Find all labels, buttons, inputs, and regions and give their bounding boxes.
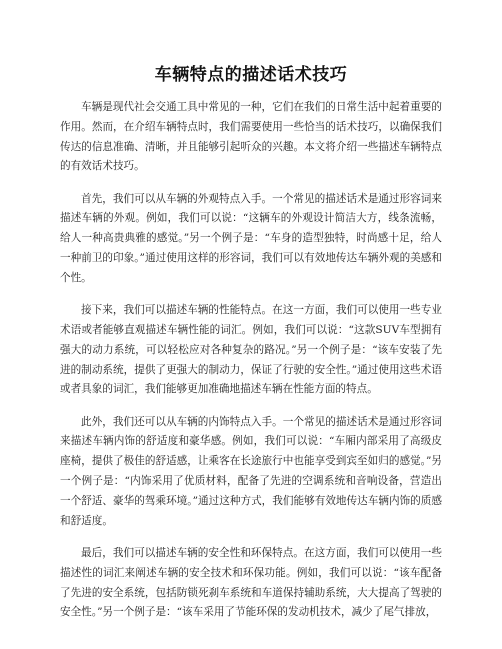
paragraph-interior: 此外，我们还可以从车辆的内饰特点入手。一个常见的描述话术是通过形容词来描述车辆内饰的舒适度和豪华感。例如，我们可以说：“车厢内部采用了高级皮座椅，提供了极佳的舒适感，让乘客在长途旅行中也能享受到宾至如归的感觉。”另一个例子是：“内饰采用了优质材料，配备了先进的空调系统和音响设备，营造出一个舒适、豪华的驾乘环境。”通过这种方式，我们能够有效地传达车辆内饰的质感和舒适度。: [60, 415, 442, 527]
paragraph-performance: 接下来，我们可以描述车辆的性能特点。在这一方面，我们可以使用一些专业术语或者能够直观描述车辆性能的词汇。例如，我们可以说：“这款SUV车型拥有强大的动力系统，可以轻松应对各种复杂的路况。”另一个例子是：“该车安装了先进的制动系统，提供了更强大的制动力，保证了行驶的安全性。”通过使用这些术语或者具象的词汇，我们能够更加准确地描述车辆在性能方面的特点。: [60, 304, 442, 396]
paragraph-safety: 最后，我们可以描述车辆的安全性和环保特点。在这方面，我们可以使用一些描述性的词汇来阐述车辆的安全技术和环保功能。例如，我们可以说：“该车配备了先进的安全系统，包括防锁死刹车系统和车道保持辅助系统，大大提高了驾驶的安全性。”另一个例子是：“该车采用了节能环保的发动机技术，减少了尾气排放，: [60, 546, 442, 619]
paragraph-exterior: 首先，我们可以从车辆的外观特点入手。一个常见的描述话术是通过形容词来描述车辆的外观。例如，我们可以说：“这辆车的外观设计简洁大方，线条流畅，给人一种高贵典雅的感觉。”另一个例子是：“车身的造型独特，时尚感十足，给人一种前卫的印象。”通过使用这样的形容词，我们可以有效地传达车辆外观的美感和个性。: [60, 192, 442, 284]
document-title: 车辆特点的描述话术技巧: [154, 65, 348, 85]
paragraph-intro: 车辆是现代社会交通工具中常见的一种，它们在我们的日常生活中起着重要的作用。然而，在介绍车辆特点时，我们需要使用一些恰当的话术技巧，以确保我们传达的信息准确、清晰，并且能够引起听众的兴趣。本文将介绍一些描述车辆特点的有效话术技巧。: [60, 101, 442, 173]
document-body: [60, 98, 442, 636]
